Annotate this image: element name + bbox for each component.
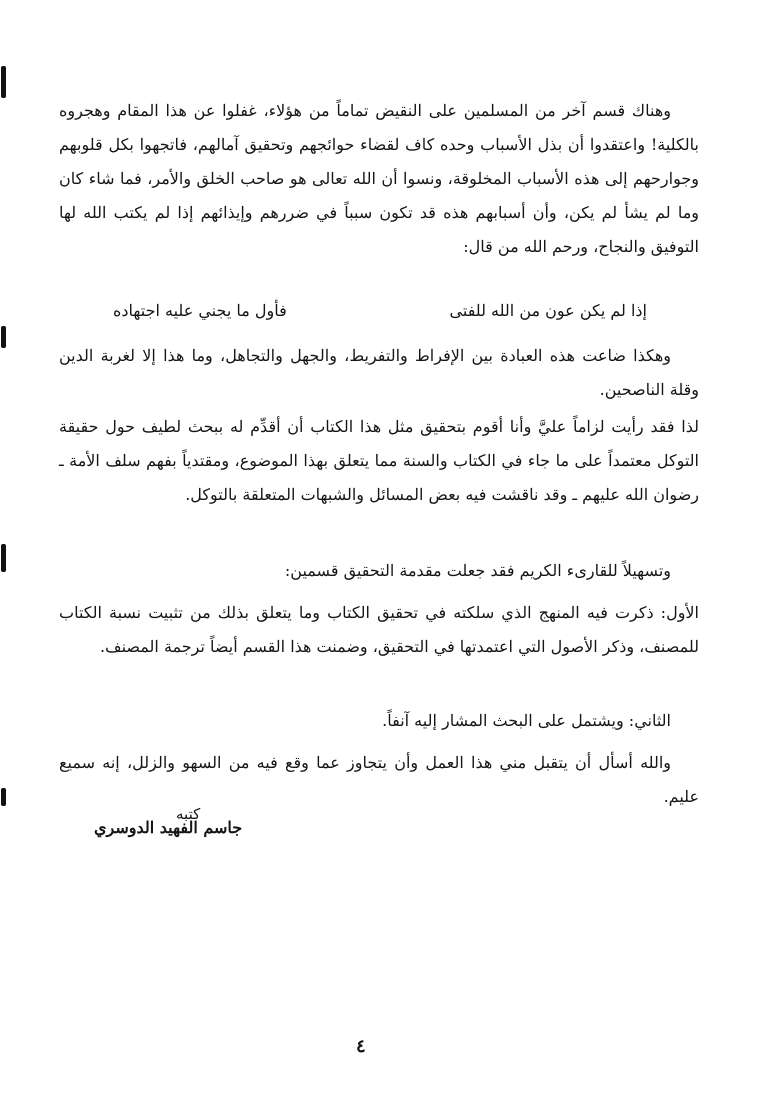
paragraph-purpose: لذا فقد رأيت لزاماً عليَّ وأنا أقوم بتحقيق مثل هذا الكتاب أن أقدِّم له ببحث لطيف حول حقيقة التوكل معتمداً على ما جاء في الكتاب والسنة مما يتعلق بهذا الموضوع، ومقتدياً بفهم سلف الأمة ـ رضوان الله عليهم ـ وقد ناقشت فيه بعض المسائل والشبهات المتعلقة بالتوكل.: [59, 417, 699, 504]
scan-edge-mark: [1, 66, 6, 98]
scan-edge-mark: [1, 788, 6, 806]
verse-second-hemistich: فأول ما يجني عليه اجتهاده: [113, 301, 287, 320]
scan-edge-mark: [1, 544, 6, 572]
poetry-verse: [113, 294, 647, 328]
page-number: ٤: [356, 1036, 366, 1057]
paragraph-other-group: وهناك قسم آخر من المسلمين على النقيض تماماً من هؤلاء، غفلوا عن هذا المقام وهجروه بالكلية! واعتقدوا أن بذل الأسباب وحده كاف لقضاء حوائجهم وتحقيق آمالهم، فاتجهوا بكل قلوبهم وجوارحهم إلى هذه الأسباب المخلوقة، ونسوا أن الله تعالى هو صاحب الخلق والأمر، فما شاء كان وما لم يشأ لم يكن، وأن أسبابهم هذه قد تكون سبباً في ضررهم وإيذائهم إذا لم يكتب الله لها التوفيق والنجاح، ورحم الله من قال:: [59, 101, 699, 256]
verse-first-hemistich: إذا لم يكن عون من الله للفتى: [449, 301, 647, 320]
signature-label: كتبه: [176, 805, 201, 823]
paragraph-closing-prayer: والله أسأل أن يتقبل مني هذا العمل وأن يتجاوز عما وقع فيه من السهو والزلل، إنه سميع عليم.: [59, 753, 699, 806]
paragraph-first-section: الأول: ذكرت فيه المنهج الذي سلكته في تحقيق الكتاب وما يتعلق بذلك من تثبيت نسبة الكتاب للمصنف، وذكر الأصول التي اعتمدتها في التحقيق، وضمنت هذا القسم أيضاً ترجمة المصنف.: [59, 603, 699, 656]
paragraph-two-sections: وتسهيلاً للقارىء الكريم فقد جعلت مقدمة التحقيق قسمين:: [284, 561, 671, 580]
scan-edge-mark: [1, 326, 6, 348]
author-signature: جاسم الفهيد الدوسري: [94, 818, 243, 837]
paragraph-second-section: الثاني: ويشتمل على البحث المشار إليه آنفاً.: [382, 711, 671, 730]
paragraph-lost-worship: وهكذا ضاعت هذه العبادة بين الإفراط والتفريط، والجهل والتجاهل، وما هذا إلا لغربة الدين وقلة الناصحين.: [59, 346, 699, 399]
